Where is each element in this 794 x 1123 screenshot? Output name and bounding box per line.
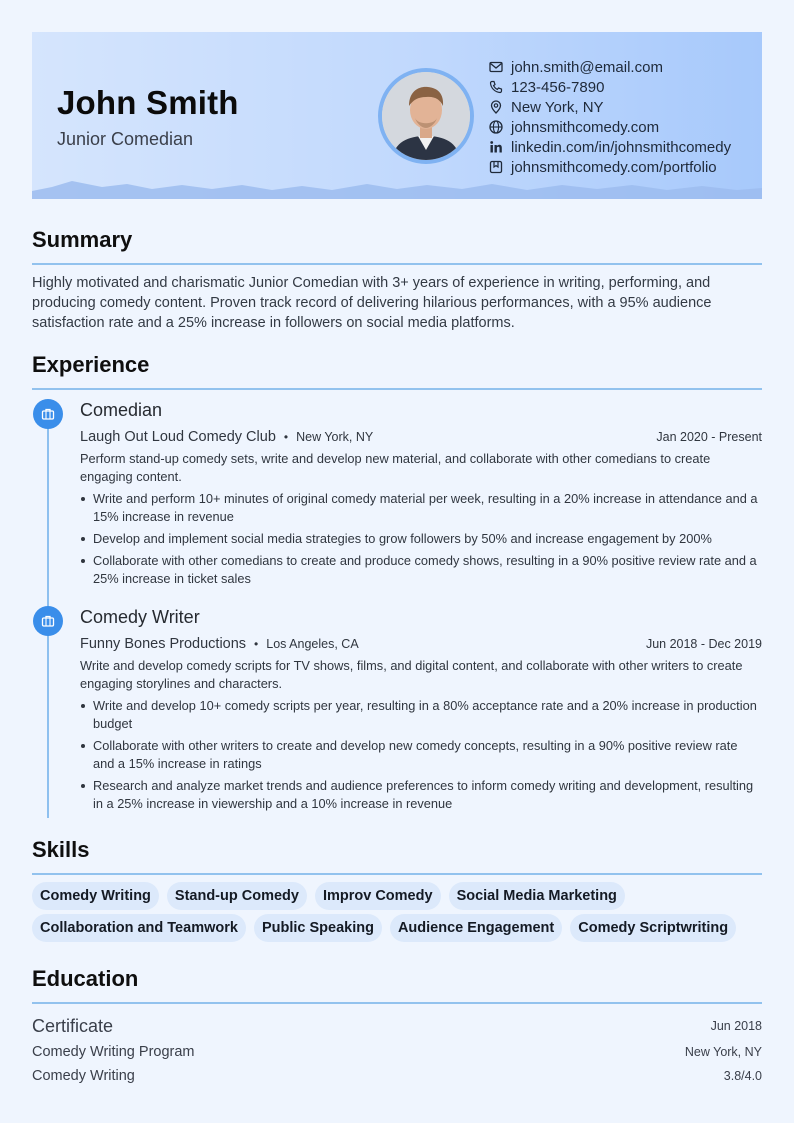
contact-website-text: johnsmithcomedy.com <box>511 118 660 136</box>
portfolio-icon <box>488 159 504 175</box>
job-bullet: Develop and implement social media strategies to grow followers by 50% and increase engagement by 200% <box>80 530 762 548</box>
job-bullet: Collaborate with other comedians to create and produce comedy shows, resulting in a 90% positive review rate and a 25% increase in ticket sales <box>80 552 762 588</box>
contact-portfolio[interactable] <box>488 157 731 177</box>
job-company: Laugh Out Loud Comedy Club <box>80 429 276 445</box>
skills-heading: Skills <box>32 837 90 862</box>
job-company: Funny Bones Productions <box>80 636 247 652</box>
job-location: Los Angeles, CA <box>266 637 359 651</box>
summary-text: Highly motivated and charismatic Junior Comedian with 3+ years of experience in writing, performing, and producing comedy content. Proven track record of delivering hilarious performances, with a 95% audience satisfaction rate and a 25% increase in followers on social media platforms. <box>32 275 712 331</box>
education-degree: Certificate <box>32 1015 114 1036</box>
skill-chip: Improv Comedy <box>315 882 441 910</box>
job-entry <box>80 607 762 817</box>
candidate-name: John Smith <box>57 84 239 121</box>
education-program: Comedy Writing Program <box>32 1044 195 1060</box>
profile-photo <box>378 68 474 164</box>
skill-chip: Comedy Writing <box>32 882 159 910</box>
candidate-title: Junior Comedian <box>57 129 194 149</box>
job-bullet: Write and develop 10+ comedy scripts per year, resulting in a 80% acceptance rate and a 20% increase in production budget <box>80 697 762 733</box>
contact-location-text: New York, NY <box>511 98 604 116</box>
job-dates: Jun 2018 - Dec 2019 <box>645 637 762 651</box>
education-divider <box>32 1002 762 1004</box>
separator-dot: • <box>283 430 289 444</box>
education-date: Jun 2018 <box>710 1019 762 1033</box>
experience-heading: Experience <box>32 352 150 377</box>
skill-chip: Public Speaking <box>254 914 382 942</box>
job-role: Comedian <box>80 400 163 420</box>
job-role: Comedy Writer <box>80 607 200 627</box>
email-icon <box>488 59 504 75</box>
skill-chip: Comedy Scriptwriting <box>570 914 736 942</box>
contact-website[interactable] <box>488 117 731 137</box>
resume-header <box>32 32 762 199</box>
skill-chip: Audience Engagement <box>390 914 562 942</box>
contact-linkedin-text: linkedin.com/in/johnsmithcomedy <box>511 138 732 156</box>
job-description: Write and develop comedy scripts for TV shows, films, and digital content, and collaborate with other writers to create engaging storylines and characters. <box>80 658 743 691</box>
education-program-row <box>32 1041 762 1063</box>
education-heading: Education <box>32 966 139 991</box>
phone-icon <box>488 79 504 95</box>
contact-portfolio-text: johnsmithcomedy.com/portfolio <box>511 158 717 176</box>
job-bullet: Write and perform 10+ minutes of original comedy material per week, resulting in a 20% increase in attendance and a 15% increase in revenue <box>80 490 762 526</box>
contact-linkedin[interactable] <box>488 137 731 157</box>
contact-list <box>488 57 731 177</box>
job-bullet: Collaborate with other writers to create and develop new comedy concepts, resulting in a 90% positive review rate and a 15% increase in ratings <box>80 737 762 773</box>
contact-location <box>488 97 731 117</box>
location-pin-icon <box>488 99 504 115</box>
job-1-timeline-marker <box>33 399 63 429</box>
job-meta <box>80 633 762 655</box>
job-bullets <box>80 697 762 813</box>
summary-divider <box>32 263 762 265</box>
education-gpa: 3.8/4.0 <box>723 1069 762 1083</box>
skill-chip: Social Media Marketing <box>449 882 625 910</box>
contact-phone-text: 123-456-7890 <box>511 78 605 96</box>
briefcase-icon <box>41 407 55 421</box>
job-bullets <box>80 490 762 588</box>
skills-row <box>32 914 762 946</box>
briefcase-icon <box>41 614 55 628</box>
contact-phone[interactable] <box>488 77 731 97</box>
globe-icon <box>488 119 504 135</box>
skill-chip: Collaboration and Teamwork <box>32 914 246 942</box>
header-wave-decoration <box>32 181 762 199</box>
contact-email-text: john.smith@email.com <box>511 58 663 76</box>
contact-email[interactable] <box>488 57 731 77</box>
job-company-location <box>80 428 373 446</box>
education-location: New York, NY <box>684 1045 762 1059</box>
job-dates: Jan 2020 - Present <box>656 430 762 444</box>
experience-divider <box>32 388 762 390</box>
education-field: Comedy Writing <box>32 1068 135 1084</box>
skills-list <box>32 882 762 946</box>
skills-row <box>32 882 762 914</box>
job-meta <box>80 426 762 448</box>
linkedin-icon <box>488 139 504 155</box>
job-entry <box>80 400 762 592</box>
job-description: Perform stand-up comedy sets, write and develop new material, and collaborate with other comedians to create engaging content. <box>80 451 711 484</box>
skills-divider <box>32 873 762 875</box>
job-2-timeline-marker <box>33 606 63 636</box>
job-company-location <box>80 635 359 653</box>
job-bullet: Research and analyze market trends and audience preferences to inform comedy writing and development, resulting in a 25% increase in viewership and a 10% increase in revenue <box>80 777 762 813</box>
separator-dot: • <box>254 637 259 651</box>
skill-chip: Stand-up Comedy <box>167 882 307 910</box>
education-field-row <box>32 1065 762 1087</box>
education-degree-row <box>32 1014 762 1038</box>
summary-heading: Summary <box>32 227 133 252</box>
job-location: New York, NY <box>296 430 374 444</box>
